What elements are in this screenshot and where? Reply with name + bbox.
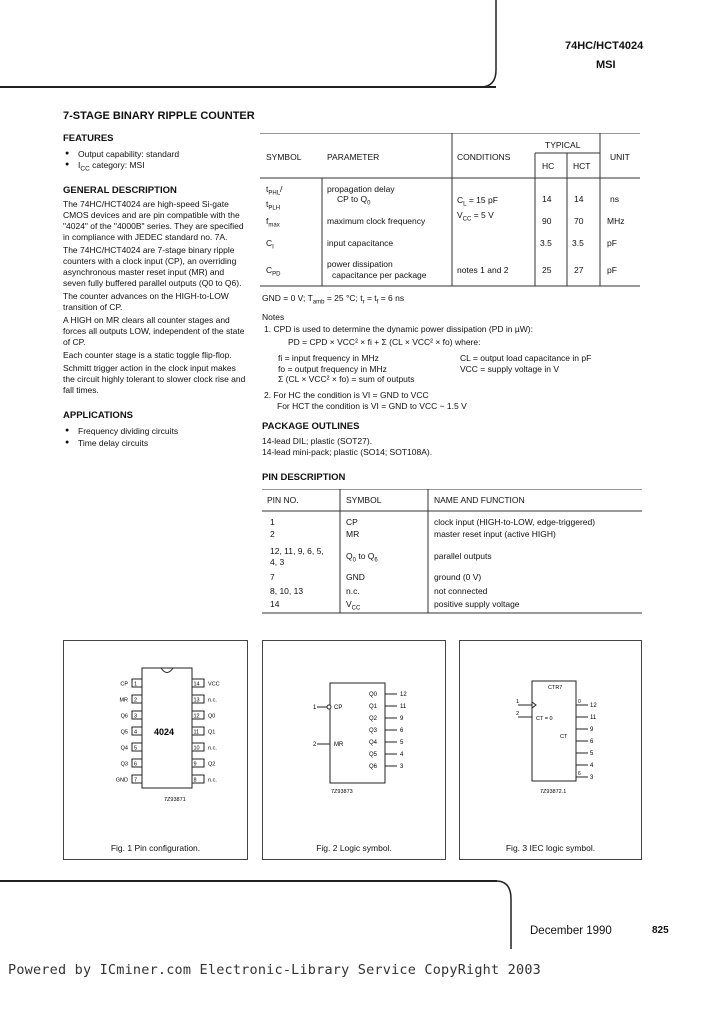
pin-row-sym: GND — [346, 572, 365, 582]
pin-row-pin: 7 — [270, 572, 275, 582]
page-number: 825 — [652, 925, 669, 936]
note-2b: For HCT the condition is VI = GND to VCC − 1.5 V — [277, 401, 467, 411]
package-line-2: 14-lead mini-pack; plastic (SO14; SOT108A). — [262, 447, 433, 457]
row-param: propagation delay — [327, 184, 395, 194]
fig2-output-label: Q3 — [369, 728, 378, 734]
applications-list — [63, 426, 248, 449]
left-pin-label: CP — [120, 681, 128, 688]
pin-row-fn: not connected — [434, 586, 488, 596]
pin-row-pin: 2 — [270, 529, 275, 539]
general-para: The 74HC/HCT4024 are high-speed Si-gate CMOS devices and are pin compatible with the "4024" of the "4000B" series. They are specified in compliance with JEDEC standard no. 7A. — [63, 198, 244, 242]
row-param: maximum clock frequency — [327, 216, 426, 226]
row-symbol: $C_{PD}$ — [266, 265, 281, 278]
row-hc: 14 — [542, 194, 552, 204]
left-pin-label: Q5 — [120, 729, 128, 736]
row-hct: 14 — [574, 194, 584, 204]
fig3-output-pin: 9 — [590, 727, 594, 733]
left-pin-number: 3 — [134, 713, 138, 720]
row-param-sub: capacitance per package — [332, 270, 427, 280]
pin-row-pin: 12, 11, 9, 6, 5, 4, 3 — [270, 546, 324, 567]
left-column — [63, 133, 248, 449]
figure-3-caption: Fig. 3 IEC logic symbol. — [505, 843, 596, 853]
footer-credit: Powered by ICminer.com Electronic-Library Service CopyRight 2003 — [8, 962, 541, 978]
pin-row-sym: $Q_0$ to $Q_6$ — [346, 551, 378, 564]
right-pin-number: 10 — [193, 745, 200, 752]
note-formula: PD = CPD × VCC² × fi + Σ (CL × VCC² × fo) where: — [288, 337, 481, 347]
figure-3-iec-logic-symbol — [459, 640, 642, 860]
pin-row-fn: clock input (HIGH-to-LOW, edge-triggered) — [434, 517, 596, 527]
col-parameter: PARAMETER — [327, 152, 380, 162]
fig3-output-pin: 11 — [590, 715, 597, 721]
left-pin-label: Q3 — [120, 761, 128, 768]
pin-row-pin: 1 — [270, 517, 275, 527]
col-conditions: CONDITIONS — [457, 152, 511, 162]
general-heading: GENERAL DESCRIPTION — [63, 184, 177, 196]
fig2-output-label: Q4 — [369, 740, 378, 746]
fig2-output-label: Q2 — [369, 716, 378, 722]
typical-header: TYPICAL — [545, 140, 581, 150]
general-para: The 74HC/HCT4024 are 7-stage binary ripple counters with a clock input (CP), an overriding asynchronous master reset input (MR) and seven fully buffered parallel outputs (Q0 to Q6). — [63, 244, 242, 288]
fig2-output-label: Q1 — [369, 704, 378, 710]
pin-heading: PIN DESCRIPTION — [262, 472, 346, 483]
application-item: ● Frequency dividing circuits — [63, 426, 248, 437]
pin-row-fn: parallel outputs — [434, 551, 492, 561]
row-unit: ns — [610, 194, 619, 204]
pin-row-pin: 14 — [270, 599, 280, 609]
general-para: Each counter stage is a static toggle flip-flop. — [63, 349, 232, 360]
def-vcc: VCC = supply voltage in V — [460, 363, 559, 374]
right-pin-label: Q0 — [208, 713, 216, 720]
fig3-output-pin: 3 — [590, 775, 594, 781]
row-param: power dissipation — [327, 259, 393, 269]
row-unit: MHz — [607, 216, 625, 226]
row-param-sub: CP to $Q_0$ — [337, 194, 371, 207]
note-def-left — [278, 353, 415, 385]
figure-1-pin-configuration — [63, 640, 248, 860]
footer-curve — [495, 879, 525, 949]
in1-pin: 1 — [313, 705, 317, 711]
fig3-output-pin: 12 — [590, 703, 597, 709]
row-hct: 27 — [574, 265, 584, 275]
fig3-output-pin: 4 — [590, 763, 594, 769]
right-pin-label: n.c. — [208, 697, 217, 704]
fig2-output-label: Q6 — [369, 764, 378, 770]
package-heading: PACKAGE OUTLINES — [262, 421, 360, 432]
part-number: 74HC/HCT4024 — [565, 40, 644, 52]
iec-in1: 1 — [516, 699, 520, 705]
iec-in2: 2 — [516, 711, 520, 717]
fig3-output-index: 6 — [578, 771, 581, 777]
applications-heading: APPLICATIONS — [63, 409, 134, 421]
application-item: ● Time delay circuits — [63, 438, 248, 449]
pin-row-sym: CP — [346, 517, 358, 527]
general-para: Schmitt trigger action in the clock input makes the circuit highly tolerant to slower clock rise and fall times. — [63, 362, 246, 395]
right-pin-number: 9 — [193, 761, 197, 768]
fig3-output-index: 0 — [578, 699, 581, 705]
left-pins — [116, 679, 142, 784]
pin-table — [262, 489, 642, 614]
fig3-output-pin: 5 — [590, 751, 594, 757]
right-pin-label: VCC — [208, 681, 220, 688]
fig2-code: 7Z93873 — [331, 789, 353, 795]
row-unit: pF — [607, 238, 617, 248]
feature-item: ● Output capability: standard — [63, 149, 248, 160]
note-def-right — [460, 353, 591, 374]
header-curve — [480, 0, 510, 90]
ctz-label: CT = 0 — [536, 716, 553, 722]
right-pin-number: 13 — [193, 697, 200, 704]
product-family: MSI — [596, 59, 616, 71]
right-pin-number: 8 — [193, 777, 197, 784]
general-para: A HIGH on MR clears all counter stages and forces all outputs LOW, independent of the state of CP. — [63, 314, 245, 347]
pin-row-sym: MR — [346, 529, 360, 539]
col-fn: NAME AND FUNCTION — [434, 495, 525, 505]
row-symbol: $C_I$ — [266, 238, 274, 251]
pin-row-fn: positive supply voltage — [434, 599, 520, 609]
in2-pin: 2 — [313, 742, 317, 748]
row-hc: 90 — [542, 216, 552, 226]
col-pin: PIN NO. — [267, 495, 299, 505]
right-pin-label: Q2 — [208, 761, 216, 768]
features-list — [63, 149, 248, 175]
fig2-output-pin: 12 — [400, 692, 407, 698]
left-pin-number: 1 — [134, 681, 138, 688]
row-symbol: $f_{max}$ — [266, 216, 280, 229]
right-pin-label: n.c. — [208, 745, 217, 752]
left-pin-number: 4 — [134, 729, 138, 736]
footer-rule — [0, 880, 497, 882]
in2-label: MR — [334, 742, 344, 748]
fig2-output-pin: 5 — [400, 740, 404, 746]
header-rule — [0, 86, 496, 88]
ct-label: CT — [560, 734, 568, 740]
left-pin-number: 2 — [134, 697, 138, 704]
left-pin-number: 7 — [134, 777, 138, 784]
left-pin-number: 6 — [134, 761, 138, 768]
figure-2-logic-symbol — [262, 640, 446, 860]
col-hc: HC — [542, 161, 555, 171]
row-symbol: $t_{PHL}/$ $t_{PLH}$ — [266, 184, 283, 212]
note-1: 1. CPD is used to determine the dynamic power dissipation (PD in µW): — [264, 324, 533, 334]
test-conditions: GND = 0 V; $T_{amb} = 25$ °C; $t_r = t_f = 6$ ns — [262, 293, 405, 306]
right-pin-number: 11 — [193, 729, 200, 736]
left-pin-label: MR — [119, 697, 128, 704]
right-pin-label: n.c. — [208, 777, 217, 784]
fig2-output-label: Q5 — [369, 752, 378, 758]
fig2-output-pin: 11 — [400, 704, 407, 710]
iec-symbol-diagram — [460, 641, 643, 831]
left-pin-label: Q4 — [120, 745, 128, 752]
in1-label: CP — [334, 705, 343, 711]
fig2-outputs — [369, 692, 407, 770]
fig1-code: 7Z93871 — [164, 797, 186, 803]
row-hct: 3.5 — [572, 238, 584, 248]
left-pin-label: Q6 — [120, 713, 128, 720]
fig2-output-pin: 9 — [400, 716, 404, 722]
right-pin-number: 14 — [193, 681, 200, 688]
fig3-code: 7Z93872.1 — [540, 789, 567, 795]
row-hct: 70 — [574, 216, 584, 226]
left-pin-number: 5 — [134, 745, 138, 752]
row-param: input capacitance — [327, 238, 394, 248]
dip-pinout-diagram — [64, 641, 249, 831]
row-cond: $C_L = 15$ pF $V_{CC} = 5$ V — [457, 195, 498, 223]
figure-1-caption: Fig. 1 Pin configuration. — [110, 843, 201, 853]
fig2-output-pin: 4 — [400, 752, 404, 758]
fig3-output-pin: 6 — [590, 739, 594, 745]
col-unit: UNIT — [610, 152, 630, 162]
fig2-output-pin: 3 — [400, 764, 404, 770]
def-fi: fi = input frequency in MHz — [278, 353, 379, 363]
left-pin-label: GND — [115, 777, 128, 784]
right-pins — [192, 679, 220, 784]
pin-row-fn: master reset input (active HIGH) — [434, 529, 556, 539]
row-unit: pF — [607, 265, 617, 275]
pin-row-sym: n.c. — [346, 586, 360, 596]
note-2a: 2. For HC the condition is VI = GND to VCC — [264, 390, 429, 400]
ctr-label: CTR7 — [548, 685, 563, 691]
fig2-output-pin: 6 — [400, 728, 404, 734]
logic-symbol-diagram — [263, 641, 447, 831]
fig2-output-label: Q0 — [369, 692, 378, 698]
def-cl: CL = output load capacitance in pF — [460, 353, 592, 363]
right-pin-number: 12 — [193, 713, 200, 720]
row-hc: 25 — [542, 265, 552, 275]
def-fo: fo = output frequency in MHz — [278, 363, 387, 374]
general-para: The counter advances on the HIGH-to-LOW transition of CP. — [63, 290, 229, 312]
chip-label: 4024 — [154, 727, 175, 737]
footer-date: December 1990 — [530, 925, 612, 937]
right-pin-label: Q1 — [208, 729, 216, 736]
row-cond: notes 1 and 2 — [457, 265, 509, 275]
pin-row-fn: ground (0 V) — [434, 572, 482, 582]
fig3-outputs — [576, 699, 597, 781]
pin-row-pin: 8, 10, 13 — [270, 586, 304, 596]
col-hct: HCT — [573, 161, 591, 171]
col-symbol: SYMBOL — [266, 152, 302, 162]
pin-row-sym: $V_{CC}$ — [346, 599, 361, 612]
package-line-1: 14-lead DIL; plastic (SOT27). — [262, 436, 373, 446]
notes-heading: Notes — [262, 312, 285, 322]
col-sym: SYMBOL — [346, 495, 382, 505]
figure-2-caption: Fig. 2 Logic symbol. — [316, 843, 392, 853]
def-sum: Σ (CL × VCC² × fo) = sum of outputs — [278, 374, 415, 384]
features-heading: FEATURES — [63, 133, 114, 144]
row-hc: 3.5 — [540, 238, 552, 248]
feature-item: ● $I_{CC}$ category: MSI — [63, 160, 248, 175]
page-title: 7-STAGE BINARY RIPPLE COUNTER — [63, 110, 255, 122]
